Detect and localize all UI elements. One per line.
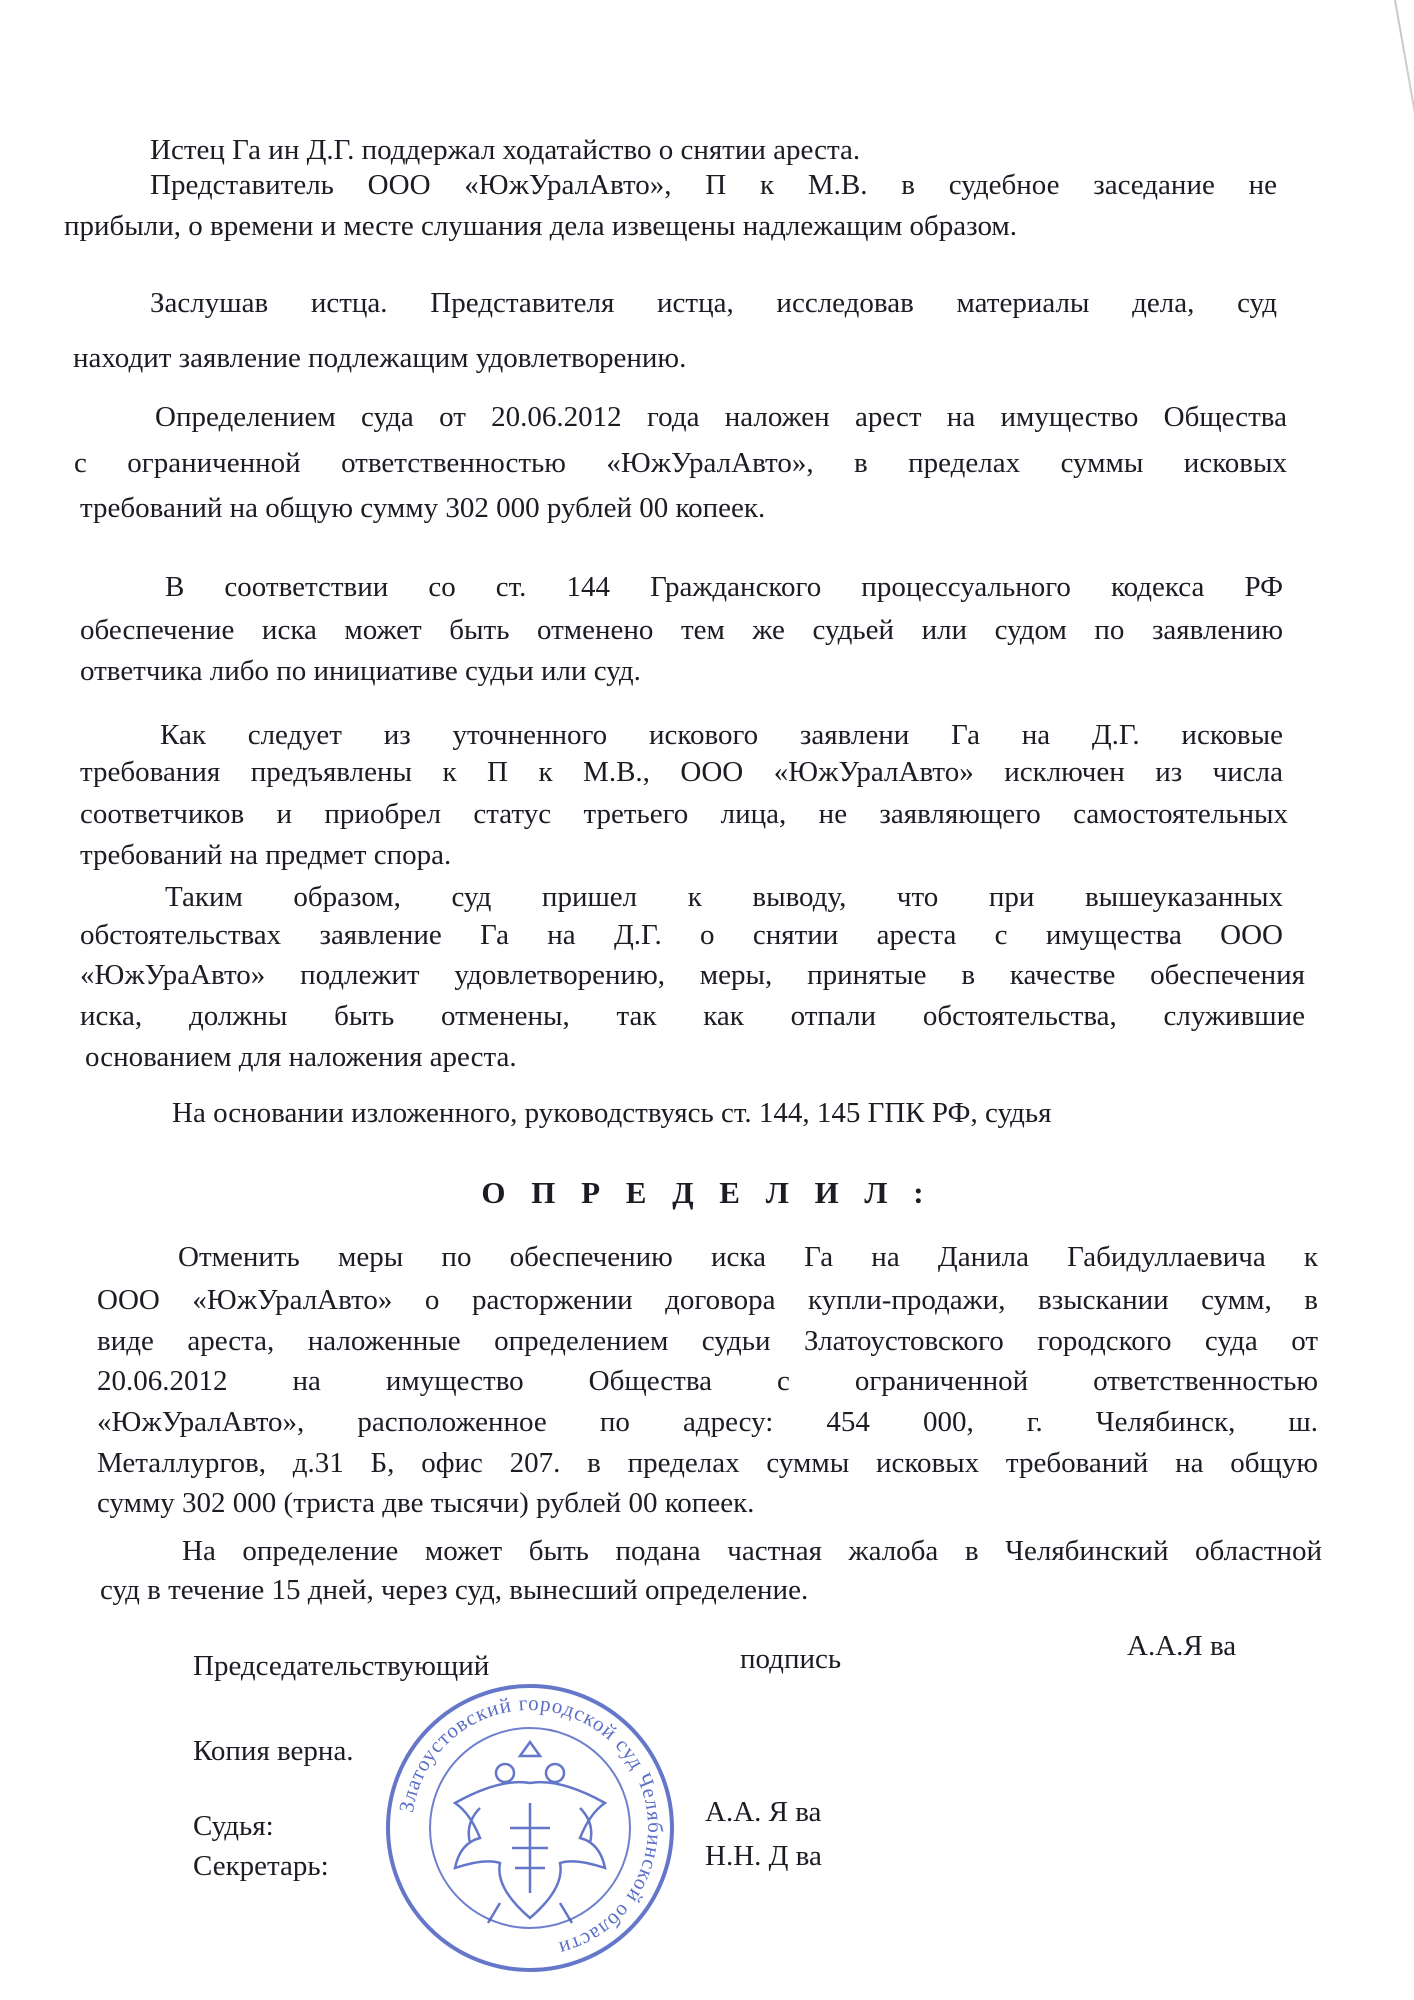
paragraph-line: На основании изложенного, руководствуясь ст. 144, 145 ГПК РФ, судья [172,1097,1052,1129]
paragraph-line: Представитель ООО «ЮжУралАвто», П к М.В. в судебное заседание не [150,169,1277,201]
presiding-label: Председательствующий [193,1650,490,1682]
paragraph-line: требований на общую сумму 302 000 рублей 00 копеек. [80,492,766,524]
secretary-label: Секретарь: [193,1850,329,1882]
paragraph-line: Отменить меры по обеспечению иска Га на Данила Габидуллаевича к [178,1241,1318,1273]
paragraph-line: Как следует из уточненного искового заявлени Га на Д.Г. исковые [160,719,1283,751]
judge-label: Судья: [193,1810,274,1842]
paragraph-line: требований на предмет спора. [80,839,452,871]
paragraph-line: прибыли, о времени и месте слушания дела извещены надлежащим образом. [64,210,1018,242]
paragraph-line: сумму 302 000 (триста две тысячи) рублей 00 копеек. [97,1487,755,1519]
paragraph-line: с ограниченной ответственностью «ЮжУралАвто», в пределах суммы исковых [74,447,1287,479]
scan-edge-line [1394,0,1414,463]
paragraph-line: Определением суда от 20.06.2012 года наложен арест на имущество Общества [155,401,1287,433]
paragraph-line: виде ареста, наложенные определением судьи Златоустовского городского суда от [97,1325,1318,1357]
signature-label: подпись [740,1643,842,1675]
paragraph-line: обеспечение иска может быть отменено тем же судьей или судом по заявлению [80,614,1283,646]
judge-name: А.А. Я ва [705,1796,822,1828]
paragraph-line: Металлургов, д.31 Б, офис 207. в пределах суммы исковых требований на общую [97,1447,1318,1479]
paragraph-line: требования предъявлены к П к М.В., ООО «ЮжУралАвто» исключен из числа [80,756,1283,788]
paragraph-line: ответчика либо по инициативе судьи или суд. [80,655,641,687]
paragraph-line: Истец Га ин Д.Г. поддержал ходатайство о снятии ареста. [150,134,861,166]
paragraph-line: В соответствии со ст. 144 Гражданского процессуального кодекса РФ [165,571,1283,603]
paragraph-line: «ЮжУраАвто» подлежит удовлетворению, меры, принятые в качестве обеспечения [80,959,1305,991]
paragraph-line: находит заявление подлежащим удовлетворению. [73,342,687,374]
paragraph-line: основанием для наложения ареста. [85,1041,517,1073]
paragraph-line: соответчиков и приобрел статус третьего лица, не заявляющего самостоятельных [80,798,1288,830]
paragraph-line: Таким образом, суд пришел к выводу, что при вышеуказанных [165,881,1283,913]
paragraph-line: обстоятельствах заявление Га на Д.Г. о снятии ареста с имущества ООО [80,919,1283,951]
eagle-emblem-icon [455,1742,605,1923]
seal-ring-text: Златоустовский городской суд Челябинской области [394,1690,668,1962]
court-seal-graphic [380,1678,680,1978]
paragraph-line: суд в течение 15 дней, через суд, вынесший определение. [100,1574,809,1606]
paragraph-line: На определение может быть подана частная жалоба в Челябинский областной [182,1535,1322,1567]
presiding-name: А.А.Я ва [1127,1630,1237,1662]
copy-certified-label: Копия верна. [193,1735,354,1767]
court-seal-stamp [380,1678,680,1978]
paragraph-line: Заслушав истца. Представителя истца, исследовав материалы дела, суд [150,287,1277,319]
paragraph-line: иска, должны быть отменены, так как отпали обстоятельства, служившие [80,1000,1305,1032]
paragraph-line: «ЮжУралАвто», расположенное по адресу: 454 000, г. Челябинск, ш. [97,1406,1318,1438]
secretary-name: Н.Н. Д ва [705,1840,822,1872]
paragraph-line: 20.06.2012 на имущество Общества с ограниченной ответственностью [97,1365,1318,1397]
paragraph-line: ООО «ЮжУралАвто» о расторжении договора купли-продажи, взыскании сумм, в [97,1284,1318,1316]
ruling-heading: О П Р Е Д Е Л И Л : [481,1175,933,1210]
